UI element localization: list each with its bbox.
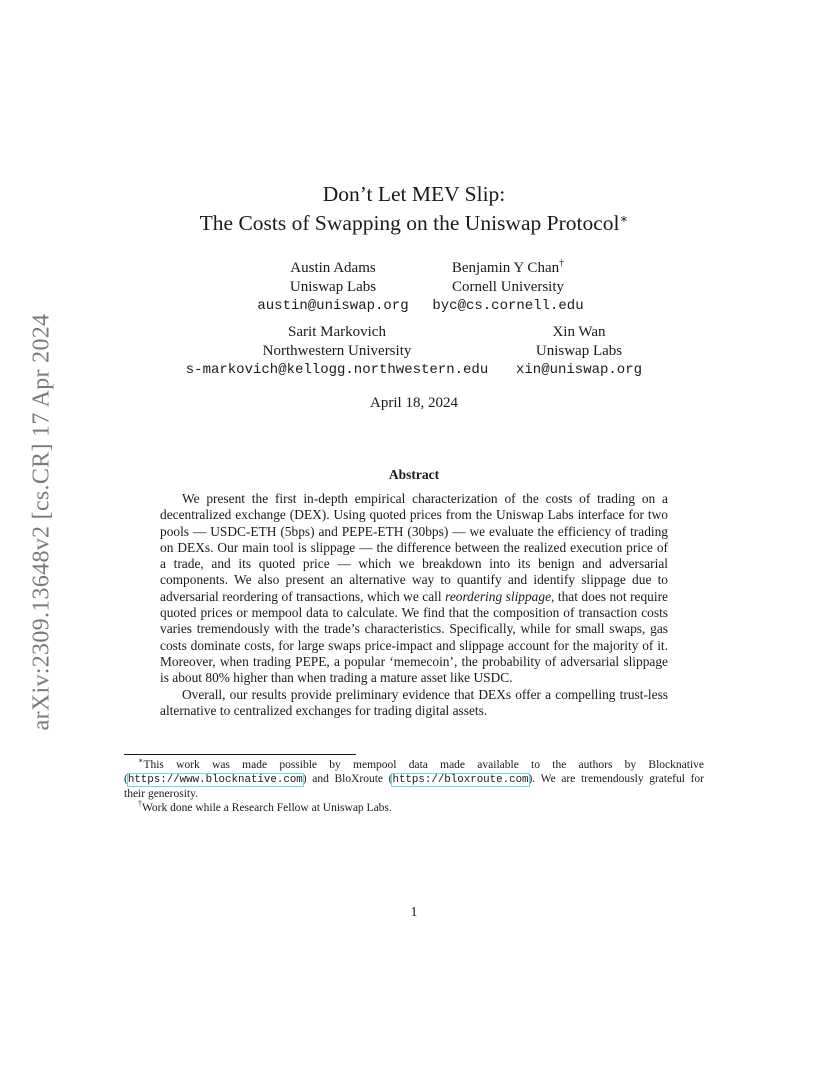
footnote-mark: ∗ [138,756,144,765]
author-name: Austin Adams [290,260,376,276]
abstract-body [160,491,668,719]
page-number: 1 [410,905,418,920]
author-affiliation: Cornell University [451,279,565,295]
title-footnote-mark: ∗ [619,211,629,226]
author-affiliation: Uniswap Labs [289,279,377,295]
footnotes [124,758,704,815]
footnote-2: †Work done while a Research Fellow at Uniswap Labs. [138,799,392,814]
author-block [418,259,598,316]
abstract-paragraph: Overall, our results provide preliminary evidence that DEXs offer a compelling trust-less alternative to centralized exchanges for trading digital assets. [160,686,668,718]
abstract-heading: Abstract [388,467,440,482]
title-line-1: Don’t Let MEV Slip: [322,182,506,206]
paper-date: April 18, 2024 [370,395,458,411]
paper-title [0,180,828,238]
author-email[interactable]: xin@uniswap.org [515,362,643,378]
author-name: Xin Wan [552,324,606,340]
abstract-paragraph: We present the first in-depth empirical characterization of the costs of trading on a decentralized exchange (DEX). Using quoted prices from the Uniswap Labs interface for two pools — USDC-ETH (5bps) and PEPE-ETH (30bps) — we evaluate the efficiency of trading on DEXs. Our main tool is slippage — the difference between the realized execution price of a trade, and its quoted price — which we breakdown into its benign and adversarial components. We also present an alternative way to quantify and identify slippage due to adversarial reordering of transactions, which we call reordering slippage, that does not require quoted prices or mempool data to calculate. We find that the composition of transaction costs varies tremendously with the trade’s characteristics. Specifically, while for small swaps, gas costs dominate costs, for large swaps price-impact and slippage account for the majority of it. Moreover, when trading PEPE, a popular ‘memecoin’, the probability of adversarial slippage is about 80% higher than when trading a mature asset like USDC. [160,491,668,686]
author-block [243,259,423,316]
author-name: Benjamin Y Chan [451,260,560,276]
arxiv-id: arXiv:2309.13648v2 [cs.CR] 17 Apr 2024 [28,313,55,731]
bloxroute-link[interactable]: https://bloxroute.com [392,774,529,786]
author-email[interactable]: austin@uniswap.org [257,298,409,314]
author-email[interactable]: byc@cs.cornell.edu [432,298,584,314]
emphasis-term: reordering slippage [445,588,552,604]
author-email[interactable]: s-markovich@kellogg.northwestern.edu [185,362,489,378]
author-block [172,323,502,380]
author-footnote-mark: † [559,258,565,269]
footnote-mark: † [138,799,142,808]
title-line-2: The Costs of Swapping on the Uniswap Protocol∗ [199,211,629,235]
footnote-1: ∗This work was made possible by mempool data made available to the authors by Blocknative (https://www.blocknative.com) and BloXroute (https://bloxroute.com). We are tremendously grateful for their generosity. [124,756,704,800]
author-affiliation: Northwestern University [262,343,412,359]
footnote-rule [124,754,356,755]
author-block [505,323,653,380]
author-affiliation: Uniswap Labs [535,343,623,359]
author-name-line [418,259,598,278]
blocknative-link[interactable]: https://www.blocknative.com [127,774,303,786]
author-name: Sarit Markovich [288,324,386,340]
